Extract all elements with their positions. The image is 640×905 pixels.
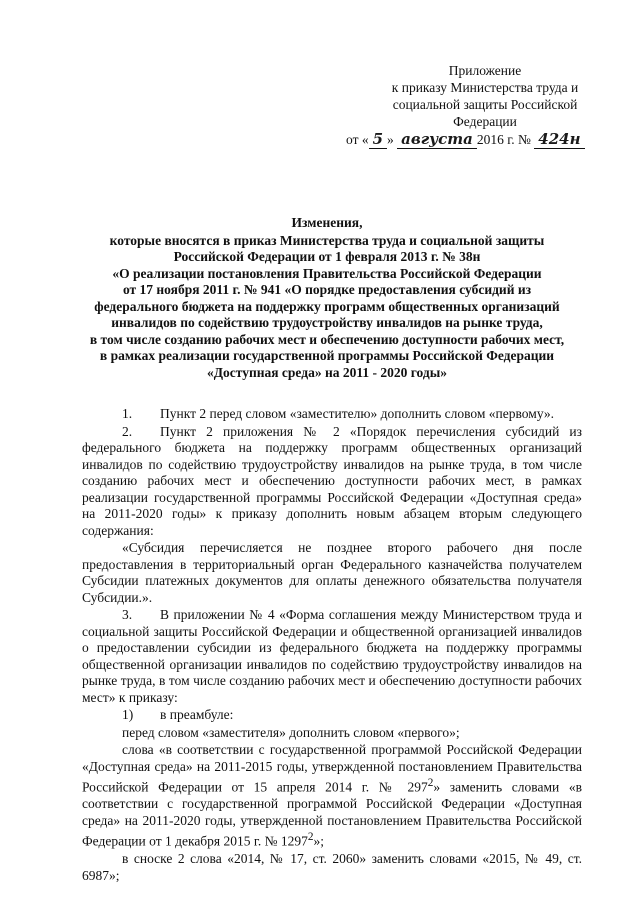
title-line: федерального бюджета на поддержку программ общественных организаций (94, 298, 560, 314)
subitem-text: в преамбуле: (160, 707, 234, 722)
paragraph-text: В приложении № 4 «Форма соглашения между Министерством труда и социальной защиты Российской Федерации и общественной организацией инвалидов о предоставлении субсидии из федерального бюджета на поддержку программы общественной организации инвалидов по содействию трудоустройству инвалидов на рынке труда, в том числе созданию рабочих мест и обеспечению доступности рабочих мест» к приказу: (82, 607, 582, 705)
quoted-paragraph: «Субсидия перечисляется не позднее второго рабочего дня после предоставления в территориальный орган Федерального казначейства получателем Субсидии платежных документов для оплаты денежного обязательства получателя Субсидии.». (82, 540, 582, 605)
document-body (82, 406, 582, 885)
approval-line-4: Федерации (453, 114, 517, 129)
subitem-number: 1) (122, 707, 134, 722)
subitem-1-c: в сноске 2 слова «2014, № 17, ст. 2060» заменить словами «2015, № 49, ст. 6987»; (82, 851, 582, 883)
paragraph-2 (82, 424, 582, 540)
approval-block (340, 62, 630, 148)
paragraph-number: 2. (122, 423, 133, 439)
title-line: «О реализации постановления Правительства Российской Федерации (112, 265, 542, 281)
document-title (72, 215, 582, 381)
subitem-text: »; (313, 833, 325, 849)
footnote-ref: 2 (307, 831, 314, 843)
subitem-1-a: перед словом «заместителя» дополнить словом «первого»; (122, 724, 460, 740)
subitem-text: слова «в соответствии с государственной программой Российской Федерации «Доступная среда» на 2011-2015 годы, утвержденной постановлением Правительства Российской Федерации от 15 апреля 2014 г. № 297 (82, 742, 582, 795)
approval-line-1: Приложение (448, 63, 522, 78)
handwritten-day: 5 (369, 130, 387, 149)
subitem-1-b (82, 742, 582, 850)
paragraph-text: Пункт 2 перед словом «заместителю» дополнить словом «первому». (160, 406, 555, 421)
title-line: от 17 ноября 2011 г. № 941 «О порядке предоставления субсидий из (122, 282, 532, 297)
title-line: в рамках реализации государственной программы Российской Федерации (99, 348, 555, 363)
paragraph-text: Пункт 2 приложения № 2 «Порядок перечисления субсидий из федерального бюджета на поддержку программ общественных организаций инвалидов по содействию трудоустройству инвалидов на рынке труда, в том числе созданию рабочих мест и обеспечению доступности рабочих мест, в рамках реализации государственной программы Российской Федерации «Доступная среда» на 2011-2020 годы» к приказу дополнить новым абзацем вторым следующего содержания: (82, 423, 582, 538)
date-prefix: от « (346, 132, 369, 147)
title-head: Изменения, (291, 215, 363, 230)
date-mid: » (387, 132, 394, 147)
paragraph-number: 1. (122, 406, 133, 421)
paragraph-number: 3. (122, 607, 133, 622)
title-line: инвалидов по содействию трудоустройству инвалидов на рынке труда, (111, 315, 543, 330)
approval-line-3: социальной защиты Российской (392, 97, 578, 112)
subitem-text: » заменить словами «в соответствии с государственной программой Российской Федерации «Доступная среда» на 2011-2020 годы, утвержденной постановлением Правительства Российской Федерации от 1 декабря 2015 г. № 1297 (82, 779, 582, 849)
handwritten-number: 424н (534, 130, 584, 149)
title-line: «Доступная среда» на 2011 - 2020 годы» (206, 364, 448, 380)
date-year: 2016 г. № (476, 132, 531, 147)
footnote-ref: 2 (427, 777, 434, 789)
handwritten-month: августа (397, 130, 477, 149)
subitem-1 (82, 707, 582, 724)
title-line: Российской Федерации от 1 февраля 2013 г. № 38н (173, 249, 481, 264)
approval-line-2: к приказу Министерства труда и (391, 80, 579, 95)
paragraph-3 (82, 607, 582, 706)
title-line: в том числе созданию рабочих мест и обеспечению доступности рабочих мест, (89, 331, 565, 347)
title-line: которые вносятся в приказ Министерства труда и социальной защиты (109, 232, 545, 248)
paragraph-1 (82, 406, 582, 423)
approval-date-line (340, 131, 630, 148)
